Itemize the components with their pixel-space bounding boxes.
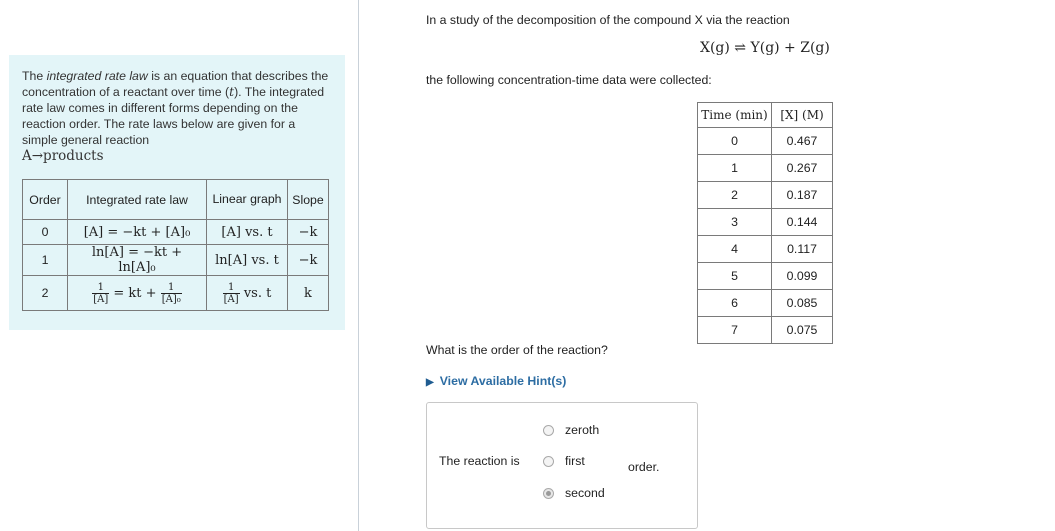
- table-row: [698, 128, 833, 155]
- time-cell: 7: [698, 317, 772, 344]
- hint-label: View Available Hint(s): [439, 374, 567, 388]
- caret-right-icon: ▶: [426, 377, 434, 388]
- concentration-cell: 0.144: [772, 209, 833, 236]
- slope-cell: k: [288, 276, 329, 311]
- intro-text: The integrated rate law is an equation that describes the concentration of a reactant over time (t). The integrated rate law comes in different forms depending on the reaction order. The rate laws below are given for a simple general reaction A→products: [22, 68, 334, 164]
- rate-law-header-row: [23, 180, 329, 220]
- question-intro: In a study of the decomposition of the compound X via the reaction: [426, 13, 790, 27]
- radio-first[interactable]: [543, 456, 554, 467]
- table-row: [23, 276, 329, 311]
- table-row: [698, 236, 833, 263]
- rate-law-info-panel: [9, 55, 345, 330]
- option-first-label[interactable]: first: [565, 454, 585, 468]
- order-cell: 0: [23, 220, 68, 245]
- graph-cell: ln[A] vs. t: [207, 245, 288, 276]
- reaction-equation: X(g) ⇌ Y(g) + Z(g): [700, 40, 830, 56]
- column-divider: [358, 0, 359, 531]
- concentration-cell: 0.187: [772, 182, 833, 209]
- radio-second[interactable]: [543, 488, 554, 499]
- time-cell: 0: [698, 128, 772, 155]
- concentration-cell: 0.267: [772, 155, 833, 182]
- law-cell: ln[A] = −kt + ln[A]₀: [68, 245, 207, 276]
- table-row: [698, 155, 833, 182]
- graph-cell: $\frac{1}{[A]}$ vs. t: [207, 276, 288, 311]
- header-order: Order: [23, 180, 68, 220]
- law-cell: $\frac{1}{[A]}$ = kt + $\frac{1}{\text{[A]₀}}$: [68, 276, 207, 311]
- table-row: [698, 209, 833, 236]
- answer-suffix: order.: [628, 460, 660, 474]
- table-row: [698, 263, 833, 290]
- order-cell: 1: [23, 245, 68, 276]
- header-linear-graph: Linear graph: [207, 180, 288, 220]
- time-cell: 1: [698, 155, 772, 182]
- table-row: [698, 317, 833, 344]
- option-zeroth-label[interactable]: zeroth: [565, 423, 600, 437]
- table-row: [698, 290, 833, 317]
- time-cell: 3: [698, 209, 772, 236]
- fraction: $\frac{1}{[A]}$: [223, 281, 239, 305]
- header-concentration: [X] (M): [772, 103, 833, 128]
- rate-law-table: [22, 179, 329, 311]
- time-cell: 5: [698, 263, 772, 290]
- option-second-label[interactable]: second: [565, 486, 605, 500]
- header-time: Time (min): [698, 103, 772, 128]
- graph-cell: [A] vs. t: [207, 220, 288, 245]
- concentration-cell: 0.467: [772, 128, 833, 155]
- slope-cell: −k: [288, 220, 329, 245]
- time-cell: 2: [698, 182, 772, 209]
- answer-prefix: The reaction is: [439, 454, 520, 468]
- order-cell: 2: [23, 276, 68, 311]
- integrated-rate-law-term: integrated rate law: [46, 69, 148, 83]
- concentration-cell: 0.075: [772, 317, 833, 344]
- header-slope: Slope: [288, 180, 329, 220]
- concentration-cell: 0.117: [772, 236, 833, 263]
- law-cell: [A] = −kt + [A]₀: [68, 220, 207, 245]
- table-row: [23, 245, 329, 276]
- concentration-time-table: [697, 102, 833, 344]
- table-row: [23, 220, 329, 245]
- data-intro: the following concentration-time data were collected:: [426, 73, 712, 87]
- time-cell: 4: [698, 236, 772, 263]
- concentration-cell: 0.099: [772, 263, 833, 290]
- fraction: $\frac{1}{[A]}$: [93, 281, 109, 305]
- radio-zeroth[interactable]: [543, 425, 554, 436]
- fraction: $\frac{1}{\text{[A]₀}}$: [161, 281, 181, 305]
- view-hints-link[interactable]: [426, 374, 566, 388]
- question-prompt: What is the order of the reaction?: [426, 343, 608, 357]
- time-cell: 6: [698, 290, 772, 317]
- table-row: [698, 182, 833, 209]
- answer-box: [426, 402, 698, 529]
- data-header-row: [698, 103, 833, 128]
- slope-cell: −k: [288, 245, 329, 276]
- general-reaction: A→products: [22, 148, 104, 164]
- header-integrated-rate-law: Integrated rate law: [68, 180, 207, 220]
- concentration-cell: 0.085: [772, 290, 833, 317]
